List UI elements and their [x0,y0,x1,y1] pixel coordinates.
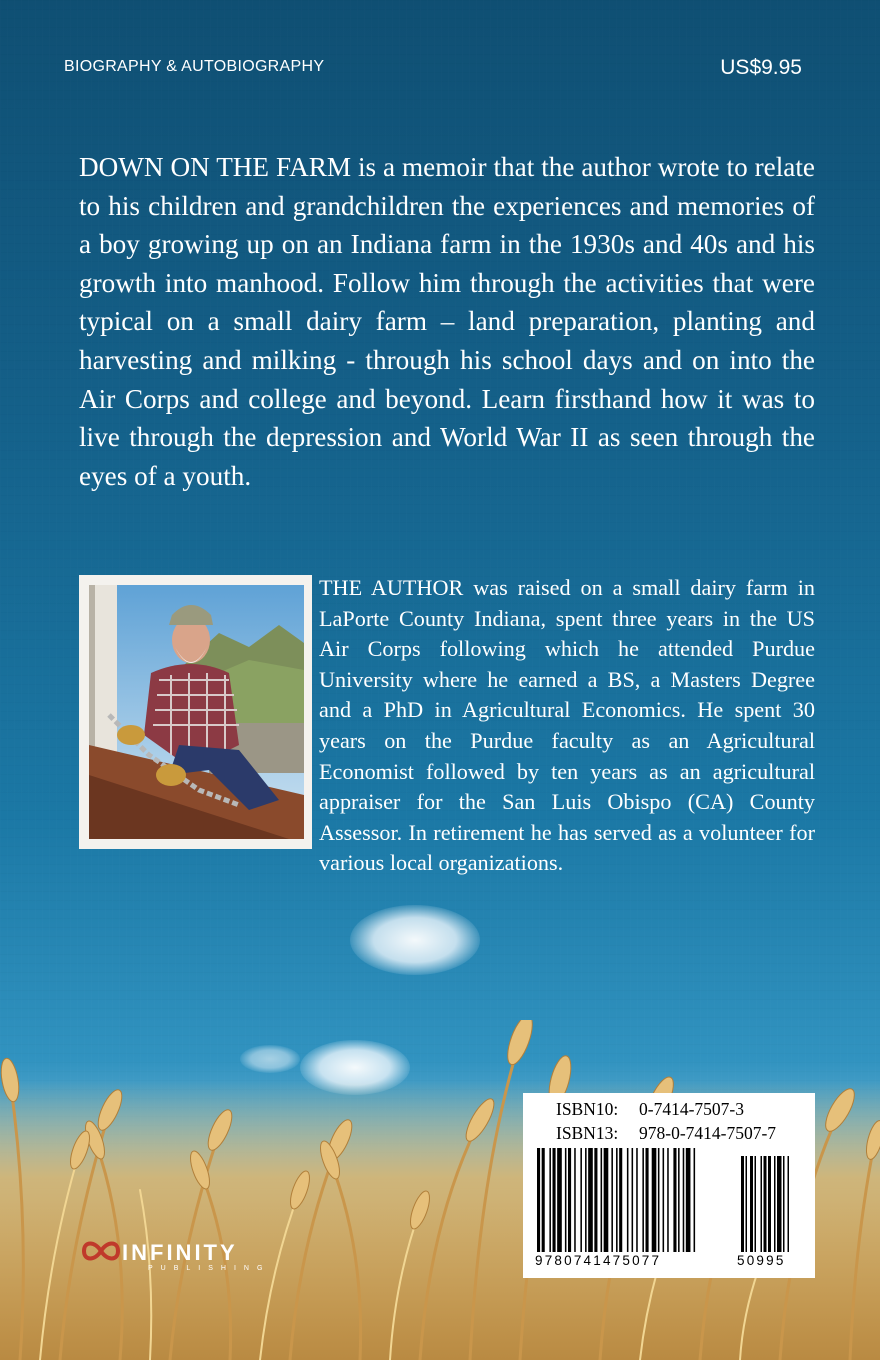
price-code-digits: 50995 [737,1253,786,1268]
category-label: BIOGRAPHY & AUTOBIOGRAPHY [64,58,325,75]
barcode-digits: 9780741475077 [535,1253,662,1268]
isbn10-value: 0-7414-7507-3 [639,1099,744,1119]
isbn13-label: ISBN13: [556,1123,619,1143]
isbn10-label: ISBN10: [556,1099,619,1119]
publisher-logo-block [82,1236,297,1280]
price-label: US$9.95 [720,56,802,79]
isbn13-value: 978-0-7414-7507-7 [639,1123,777,1143]
book-description: DOWN ON THE FARM is a memoir that the author wrote to relate to his children and grandchildren the experiences and memories of a boy growing up on an Indiana farm in the 1930s and 40s and his growth into manhood. Follow him through the activities that were typical on a small dairy farm – land preparation, planting and harvesting and milking - through his school days and on into the Air Corps and college and beyond. Learn firsthand how it was to live through the depression and World War II as seen through the eyes of a youth. [79,152,815,491]
publisher-subname: PUBLISHING [148,1265,271,1272]
barcode-icon [535,1148,803,1252]
publisher-name: INFINITY [122,1240,238,1265]
cloud-graphic [350,905,480,975]
isbn-barcode-box [523,1093,815,1278]
infinity-logo-icon [82,1238,120,1264]
author-bio-text: THE AUTHOR was raised on a small dairy farm in LaPorte County Indiana, spent three years in the US Air Corps following which he attended Purdue University where he earned a BS, a Masters Degree and a PhD in Agricultural Economics. He spent 30 years on the Purdue faculty as an Agricultural Economist followed by ten years as an agricultural appraiser for the San Luis Obispo (CA) County Assessor. In retirement he has served as a volunteer for various local organizations. [319,575,815,876]
author-portrait-image [89,585,304,839]
author-photo [79,575,312,849]
